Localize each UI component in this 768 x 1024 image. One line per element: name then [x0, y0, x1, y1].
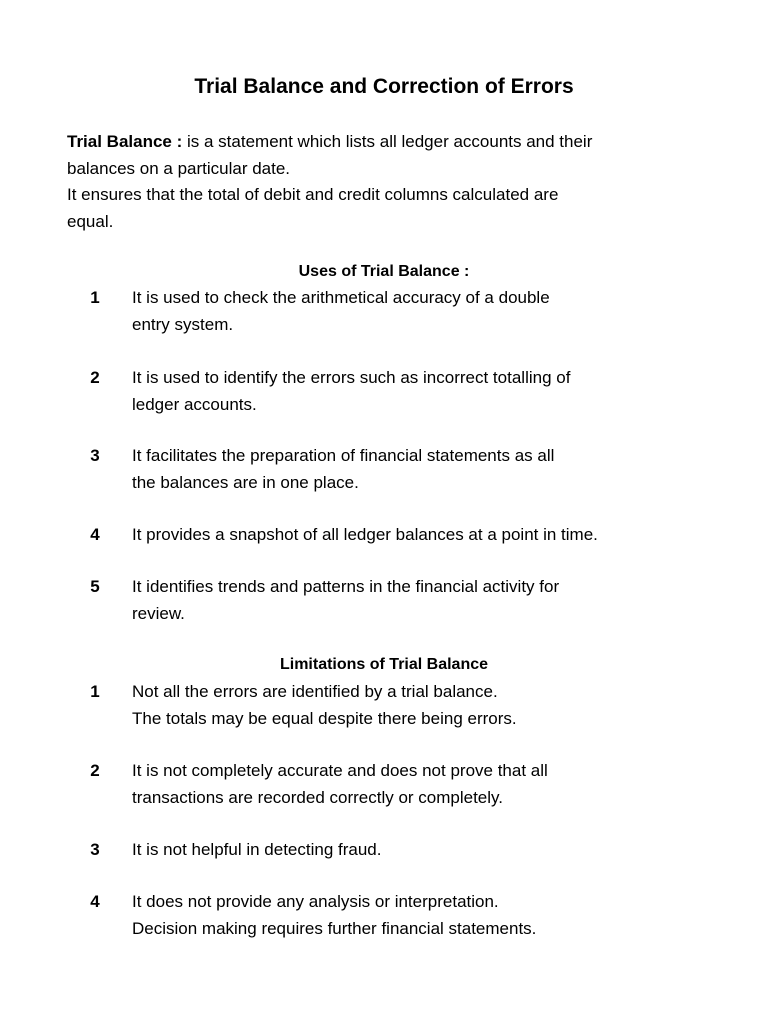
item-line: ledger accounts. — [132, 394, 257, 414]
limitations-item-text — [132, 889, 752, 942]
page-title: Trial Balance and Correction of Errors — [194, 75, 574, 98]
intro-definition: is a statement which lists all ledger accounts and their — [182, 132, 593, 151]
intro-line — [67, 129, 707, 156]
item-line: It does not provide any analysis or interpretation. — [132, 892, 499, 911]
uses-item-text — [132, 285, 752, 338]
intro-line: balances on a particular date. — [67, 158, 291, 178]
limitations-item-text — [132, 758, 752, 811]
uses-item-text — [132, 443, 752, 496]
limitations-item-number: 2 — [90, 761, 100, 780]
uses-item-number: 3 — [90, 446, 100, 465]
limitations-heading: Limitations of Trial Balance — [279, 656, 489, 673]
limitations-item-number: 4 — [90, 892, 100, 911]
limitations-item-text — [132, 837, 752, 864]
uses-item-number: 4 — [90, 525, 100, 544]
intro-line: It ensures that the total of debit and credit columns calculated are — [67, 185, 559, 204]
item-line: It identifies trends and patterns in the financial activity for — [132, 577, 560, 596]
intro-paragraph — [67, 129, 707, 235]
item-line: It is used to identify the errors such as incorrect totalling of — [132, 368, 571, 387]
item-line: the balances are in one place. — [132, 472, 359, 492]
intro-line: equal. — [67, 211, 114, 231]
item-line: entry system. — [132, 314, 234, 334]
item-line: review. — [132, 603, 185, 623]
item-line: Decision making requires further financial statements. — [132, 918, 537, 938]
item-line: transactions are recorded correctly or completely. — [132, 787, 504, 807]
item-line: It is used to check the arithmetical accuracy of a double — [132, 288, 550, 307]
uses-item-text — [132, 574, 752, 627]
item-line: It is not helpful in detecting fraud. — [132, 840, 382, 859]
limitations-item-number: 3 — [90, 840, 100, 859]
uses-item-number: 2 — [90, 368, 100, 387]
item-line: It provides a snapshot of all ledger balances at a point in time. — [132, 525, 598, 544]
intro-term: Trial Balance : — [67, 132, 183, 151]
limitations-item-text — [132, 679, 752, 732]
uses-item-number: 5 — [90, 577, 100, 596]
item-line: Not all the errors are identified by a trial balance. — [132, 682, 498, 701]
item-line: It facilitates the preparation of financial statements as all — [132, 446, 555, 465]
limitations-item-number: 1 — [90, 682, 100, 701]
uses-heading: Uses of Trial Balance : — [298, 263, 470, 280]
uses-item-text — [132, 522, 752, 549]
item-line: The totals may be equal despite there being errors. — [132, 708, 517, 728]
item-line: It is not completely accurate and does not prove that all — [132, 761, 548, 780]
uses-item-text — [132, 365, 752, 418]
uses-item-number: 1 — [90, 288, 100, 307]
